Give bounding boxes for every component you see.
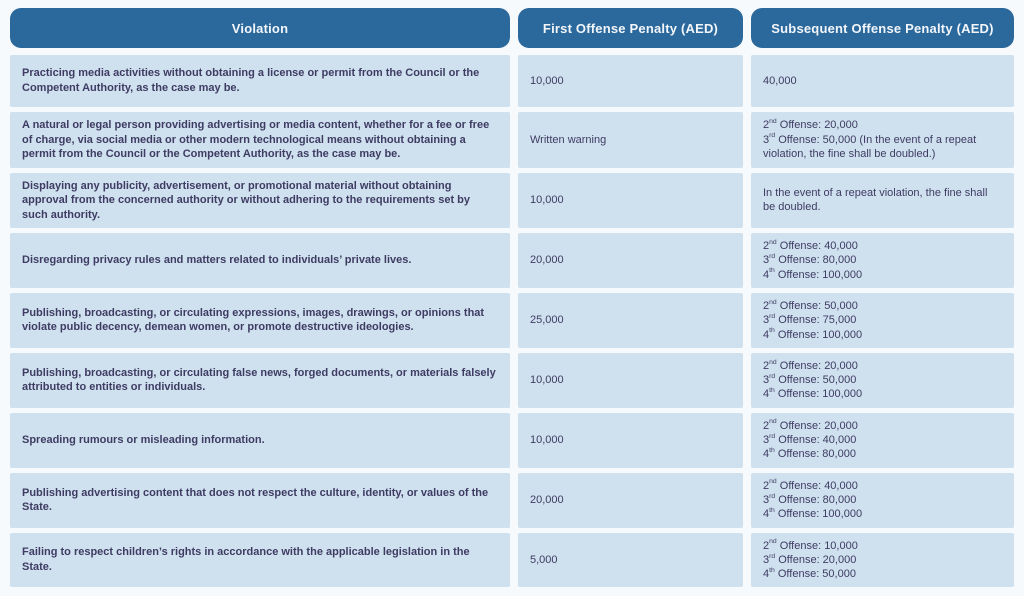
first-offense-cell: 10,000 [518, 55, 743, 107]
violation-cell: Spreading rumours or misleading information. [10, 413, 510, 468]
first-offense-cell: 20,000 [518, 233, 743, 288]
table-body [10, 55, 1014, 587]
penalty-line: 4th Offense: 80,000 [763, 447, 856, 461]
subsequent-offense-cell [751, 533, 1014, 588]
subsequent-offense-cell [751, 353, 1014, 408]
table-row [10, 473, 1014, 528]
table-row [10, 413, 1014, 468]
violation-cell: Practicing media activities without obtaining a license or permit from the Council or the Competent Authority, as the case may be. [10, 55, 510, 107]
violation-cell: Disregarding privacy rules and matters related to individuals’ private lives. [10, 233, 510, 288]
first-offense-cell: 10,000 [518, 173, 743, 229]
penalty-line: 4th Offense: 50,000 [763, 566, 856, 581]
violation-cell: Publishing, broadcasting, or circulating false news, forged documents, or materials falsely attributed to entities or individuals. [10, 353, 510, 408]
violation-cell: Displaying any publicity, advertisement, or promotional material without obtaining approval from the concerned authority or without adhering to the requirements set by such authority. [10, 173, 510, 229]
penalty-line: 2nd Offense: 20,000 [763, 418, 858, 432]
penalty-line: 3rd Offense: 75,000 [763, 312, 857, 327]
first-offense-cell: 10,000 [518, 353, 743, 408]
table-row [10, 293, 1014, 348]
violation-cell: A natural or legal person providing advertising or media content, whether for a fee or free of charge, via social media or other modern technological means without obtaining a permit from the Council or the Competent Authority, as the case may be. [10, 112, 510, 168]
penalty-line: 4th Offense: 100,000 [763, 267, 863, 281]
column-header-subsequent-offense: Subsequent Offense Penalty (AED) [751, 8, 1014, 48]
violation-cell: Failing to respect children’s rights in accordance with the applicable legislation in the State. [10, 533, 510, 588]
table-row [10, 533, 1014, 588]
penalty-line: 2nd Offense: 10,000 [763, 538, 858, 552]
first-offense-cell: 20,000 [518, 473, 743, 528]
first-offense-cell: 25,000 [518, 293, 743, 348]
first-offense-cell: Written warning [518, 112, 743, 168]
penalty-line: 2nd Offense: 20,000 [763, 118, 858, 132]
subsequent-offense-cell [751, 413, 1014, 468]
penalty-line: 4th Offense: 100,000 [763, 506, 863, 521]
penalty-line: 2nd Offense: 20,000 [763, 358, 858, 372]
penalty-line: 4th Offense: 100,000 [763, 327, 863, 341]
penalty-line: 3rd Offense: 40,000 [763, 432, 857, 447]
subsequent-offense-cell [751, 173, 1014, 229]
violation-cell: Publishing advertising content that does not respect the culture, identity, or values of the State. [10, 473, 510, 528]
table-row [10, 233, 1014, 288]
penalty-line: 3rd Offense: 50,000 (In the event of a repeat violation, the fine shall be doubled.) [763, 132, 977, 160]
first-offense-cell: 5,000 [518, 533, 743, 588]
penalty-line: 4th Offense: 100,000 [763, 387, 863, 401]
subsequent-offense-cell [751, 112, 1014, 168]
subsequent-offense-cell [751, 55, 1014, 107]
penalty-line: 3rd Offense: 80,000 [763, 253, 857, 267]
penalty-line: 3rd Offense: 80,000 [763, 492, 857, 506]
subsequent-offense-cell [751, 233, 1014, 288]
subsequent-offense-cell [751, 293, 1014, 348]
table-row [10, 55, 1014, 107]
penalty-line: 2nd Offense: 40,000 [763, 238, 858, 253]
column-header-violation: Violation [10, 8, 510, 48]
penalty-line: 40,000 [763, 74, 797, 87]
column-header-first-offense: First Offense Penalty (AED) [518, 8, 743, 48]
penalty-line: 2nd Offense: 40,000 [763, 478, 858, 492]
table-row [10, 112, 1014, 168]
table-row [10, 353, 1014, 408]
penalty-line: 2nd Offense: 50,000 [763, 298, 858, 312]
penalty-line: 3rd Offense: 50,000 [763, 372, 857, 387]
first-offense-cell: 10,000 [518, 413, 743, 468]
penalty-line: In the event of a repeat violation, the fine shall be doubled. [763, 187, 988, 214]
violation-cell: Publishing, broadcasting, or circulating expressions, images, drawings, or opinions that violate public decency, demean women, or promote destructive ideologies. [10, 293, 510, 348]
subsequent-offense-cell [751, 473, 1014, 528]
table-row [10, 173, 1014, 229]
table-header [10, 8, 1014, 48]
penalty-line: 3rd Offense: 20,000 [763, 552, 857, 566]
